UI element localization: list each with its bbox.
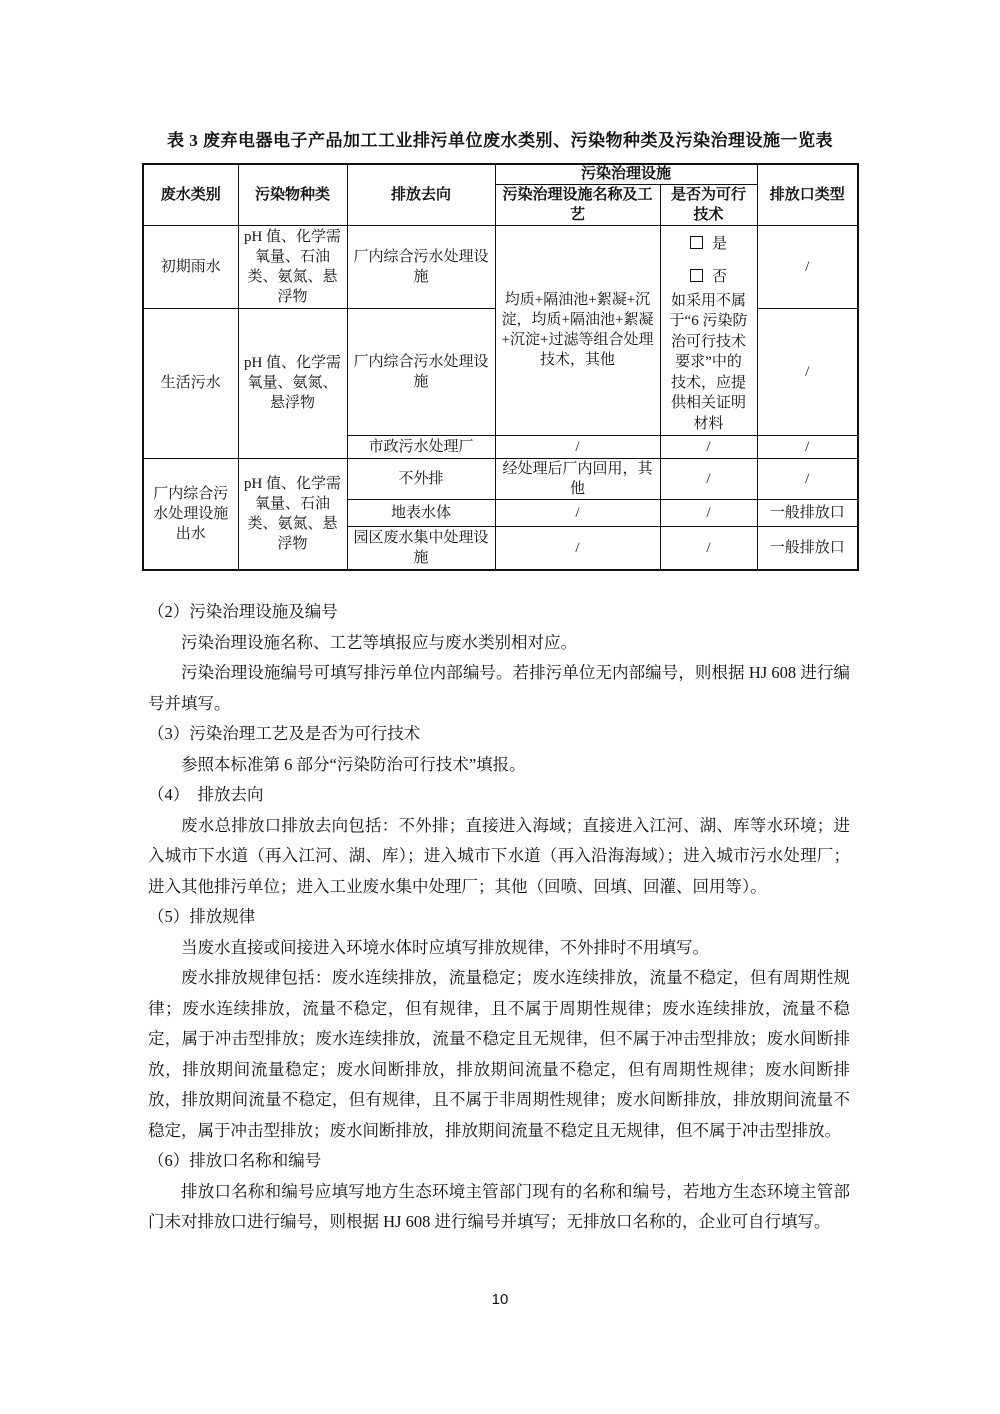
cell-domestic-outlet-2: / <box>757 435 858 458</box>
cell-domestic-destination-2: 市政污水处理厂 <box>347 435 495 458</box>
cell-outflow-destination-3: 园区废水集中处理设施 <box>347 526 495 570</box>
item-5-paragraph-1: 当废水直接或间接进入环境水体时应填写排放规律，不外排时不用填写。 <box>181 937 709 957</box>
header-wastewater-type: 废水类别 <box>143 164 238 225</box>
header-feasible-tech: 是否为可行技术 <box>660 184 757 225</box>
table-title: 表 3 废弃电器电子产品加工工业排污单位废水类别、污染物种类及污染治理设施一览表 <box>167 131 833 150</box>
cell-outflow-process-1: 经处理后厂内回用，其他 <box>495 458 660 499</box>
cell-initial-rain-pollutants: pH 值、化学需氧量、石油类、氨氮、悬浮物 <box>238 225 347 308</box>
cell-outflow-outlet-3: 一般排放口 <box>757 526 858 570</box>
table-row-initial-rain <box>143 225 858 308</box>
feasible-no-option <box>665 268 753 287</box>
cell-treatment-process: 均质+隔油池+絮凝+沉淀，均质+隔油池+絮凝+沉淀+过滤等组合处理技术，其他 <box>495 225 660 435</box>
wastewater-treatment-table <box>142 163 859 571</box>
item-4-paragraph-1: 废水总排放口排放去向包括：不外排；直接进入海域；直接进入江河、湖、库等水环境；进入城市下水道（再入江河、湖、库）；进入城市下水道（再入沿海海域）；进入城市污水处理厂；进入其他排污单位；进入工业废水集中处理厂；其他（回喷、回填、回灌、回用等）。 <box>148 815 850 896</box>
item-2-paragraph-2: 污染治理设施编号可填写排污单位内部编号。若排污单位无内部编号，则根据 HJ 608 进行编号并填写。 <box>148 663 850 713</box>
checkbox-yes-icon <box>690 236 703 249</box>
cell-initial-rain-outlet: / <box>757 225 858 308</box>
cell-outflow-feasible-1: / <box>660 458 757 499</box>
page-number: 10 <box>491 1291 509 1308</box>
cell-outflow-feasible-3: / <box>660 526 757 570</box>
cell-outflow-type: 厂内综合污水处理设施出水 <box>143 458 238 570</box>
item-4-heading: （4） 排放去向 <box>148 785 264 804</box>
header-pollutants: 污染物种类 <box>238 164 347 225</box>
item-2-paragraph-1: 污染治理设施名称、工艺等填报应与废水类别相对应。 <box>181 632 577 652</box>
cell-outflow-destination-1: 不外排 <box>347 458 495 499</box>
header-facility-name: 污染治理设施名称及工艺 <box>495 184 660 225</box>
cell-domestic-outlet-1: / <box>757 308 858 435</box>
cell-domestic-pollutants: pH 值、化学需氧量、氨氮、悬浮物 <box>238 308 347 458</box>
cell-outflow-process-2: / <box>495 499 660 526</box>
cell-outflow-feasible-2: / <box>660 499 757 526</box>
body-text <box>148 597 850 1238</box>
cell-outflow-destination-2: 地表水体 <box>347 499 495 526</box>
table-header-row-1 <box>143 164 858 184</box>
cell-outflow-process-3: / <box>495 526 660 570</box>
header-destination: 排放去向 <box>347 164 495 225</box>
item-6-paragraph-1: 排放口名称和编号应填写地方生态环境主管部门现有的名称和编号，若地方生态环境主管部门未对排放口进行编号，则根据 HJ 608 进行编号并填写；无排放口名称的，企业可自行填写。 <box>148 1181 850 1231</box>
item-3-paragraph-1: 参照本标准第 6 部分“污染防治可行技术”填报。 <box>181 754 526 774</box>
cell-outflow-outlet-1: / <box>757 458 858 499</box>
cell-feasible-tech <box>660 225 757 435</box>
item-2-heading: （2）污染治理设施及编号 <box>148 602 338 621</box>
cell-outflow-outlet-2: 一般排放口 <box>757 499 858 526</box>
cell-domestic-process-2: / <box>495 435 660 458</box>
cell-domestic-type: 生活污水 <box>143 308 238 458</box>
header-outlet-type: 排放口类型 <box>757 164 858 225</box>
feasible-yes-label: 是 <box>711 235 727 252</box>
cell-domestic-feasible-2: / <box>660 435 757 458</box>
cell-outflow-pollutants: pH 值、化学需氧量、石油类、氨氮、悬浮物 <box>238 458 347 570</box>
item-3-heading: （3）污染治理工艺及是否为可行技术 <box>148 724 421 743</box>
feasible-no-label: 否 <box>711 268 727 285</box>
item-5-heading: （5）排放规律 <box>148 907 256 926</box>
checkbox-no-icon <box>690 269 703 282</box>
item-5-paragraph-2: 废水排放规律包括：废水连续排放，流量稳定；废水连续排放，流量不稳定，但有周期性规律；废水连续排放，流量不稳定，但有规律，且不属于周期性规律；废水连续排放，流量不稳定，属于冲击型排放；废水连续排放，流量不稳定且无规律，但不属于冲击型排放；废水间断排放，排放期间流量稳定；废水间断排放，排放期间流量不稳定，但有周期性规律；废水间断排放，排放期间流量不稳定，但有规律，且不属于非周期性规律；废水间断排放，排放期间流量不稳定，属于冲击型排放；废水间断排放，排放期间流量不稳定且无规律，但不属于冲击型排放。 <box>148 968 850 1140</box>
cell-domestic-destination-1: 厂内综合污水处理设施 <box>347 308 495 435</box>
feasible-note: 如采用不属于“6 污染防治可行技术要求”中的技术，应提供相关证明材料 <box>669 292 748 432</box>
cell-initial-rain-destination: 厂内综合污水处理设施 <box>347 225 495 308</box>
item-6-heading: （6）排放口名称和编号 <box>148 1151 322 1170</box>
cell-initial-rain-type: 初期雨水 <box>143 225 238 308</box>
feasible-yes-option <box>665 235 753 254</box>
table-row-outflow-1 <box>143 458 858 499</box>
header-treatment-group: 污染治理设施 <box>495 164 757 184</box>
